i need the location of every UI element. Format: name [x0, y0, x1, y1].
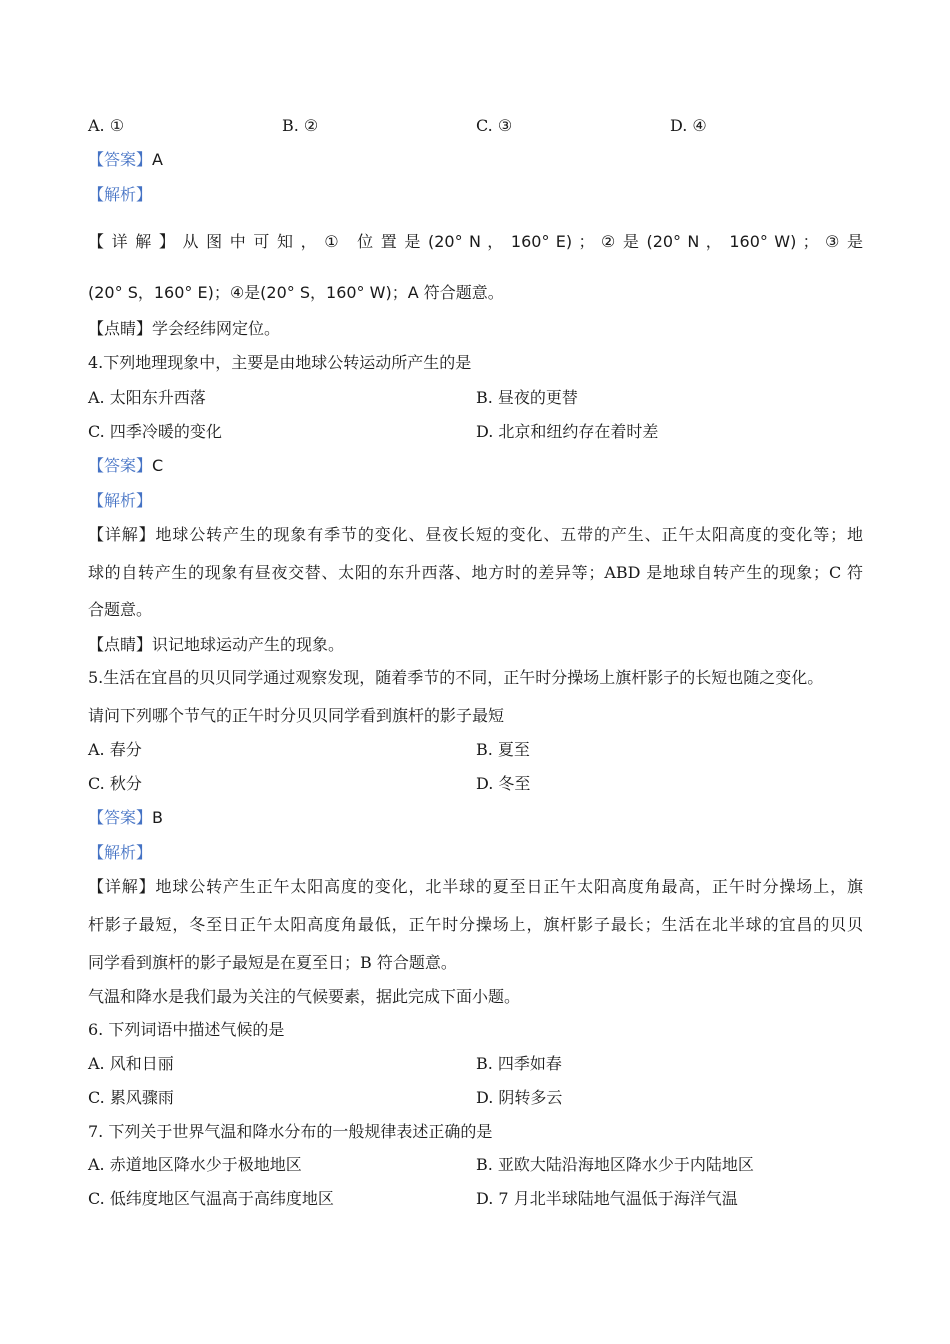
q4-answer [88, 456, 163, 476]
q3-detail-line1: 【 详 解 】 从 图 中 可 知 ， ① 位 置 是 (20° N ， 160° E) ； ② 是 (20° N ， 160° W) ； ③ 是 [88, 232, 863, 251]
q5-detail-line1: 【详解】地球公转产生正午太阳高度的变化，北半球的夏至日正午太阳高度角最高，正午时分操场上，旗 [88, 877, 863, 896]
q7-stem: 7. 下列关于世界气温和降水分布的一般规律表述正确的是 [88, 1122, 493, 1141]
q5-option-a: A. 春分 [88, 740, 142, 759]
q4-stem: 4.下列地理现象中，主要是由地球公转运动所产生的是 [88, 353, 472, 372]
q3-option-c: C. ③ [476, 116, 513, 135]
q5-detail-line2: 杆影子最短，冬至日正午太阳高度角最低，正午时分操场上，旗杆影子最长；生活在北半球的宜昌的贝贝 [88, 915, 863, 934]
q5-detail-line3: 同学看到旗杆的影子最短是在夏至日；B 符合题意。 [88, 953, 457, 972]
q7-option-d: D. 7 月北半球陆地气温低于海洋气温 [476, 1189, 738, 1208]
q7-option-a: A. 赤道地区降水少于极地地区 [88, 1155, 302, 1174]
answer-value: B [152, 808, 163, 827]
q6-stem: 6. 下列词语中描述气候的是 [88, 1020, 285, 1039]
q3-analysis-tag: 【解析】 [88, 185, 153, 204]
q3-option-b: B. ② [282, 116, 319, 135]
answer-tag: 【答案】 [88, 456, 153, 475]
q4-tip: 【点睛】识记地球运动产生的现象。 [88, 635, 345, 654]
q5-analysis-tag: 【解析】 [88, 843, 153, 862]
q5-stem-line2: 请问下列哪个节气的正午时分贝贝同学看到旗杆的影子最短 [88, 706, 505, 725]
q4-detail-line1: 【详解】地球公转产生的现象有季节的变化、昼夜长短的变化、五带的产生、正午太阳高度的变化等；地 [88, 525, 863, 544]
answer-tag: 【答案】 [88, 808, 153, 827]
q4-option-b: B. 昼夜的更替 [476, 388, 578, 407]
q4-detail-line2: 球的自转产生的现象有昼夜交替、太阳的东升西落、地方时的差异等；ABD 是地球自转产生的现象；C 符 [88, 563, 863, 582]
q3-option-d: D. ④ [670, 116, 707, 135]
q3-tip: 【点睛】学会经纬网定位。 [88, 319, 281, 338]
section-intro: 气温和降水是我们最为关注的气候要素，据此完成下面小题。 [88, 987, 521, 1006]
q6-option-b: B. 四季如春 [476, 1054, 562, 1073]
q6-option-a: A. 风和日丽 [88, 1054, 174, 1073]
q4-option-a: A. 太阳东升西落 [88, 388, 206, 407]
q6-option-c: C. 累风骤雨 [88, 1088, 174, 1107]
q4-detail-line3: 合题意。 [88, 600, 153, 619]
q4-analysis-tag: 【解析】 [88, 491, 153, 510]
q7-option-c: C. 低纬度地区气温高于高纬度地区 [88, 1189, 334, 1208]
answer-tag: 【答案】 [88, 150, 153, 169]
q5-option-b: B. 夏至 [476, 740, 530, 759]
q5-option-d: D. 冬至 [476, 774, 531, 793]
answer-value: A [152, 150, 163, 169]
q3-detail-line2: (20° S，160° E)；④是(20° S，160° W)；A 符合题意。 [88, 283, 504, 302]
q4-option-d: D. 北京和纽约存在着时差 [476, 422, 659, 441]
answer-value: C [152, 456, 164, 475]
q5-option-c: C. 秋分 [88, 774, 142, 793]
q3-option-a: A. ① [88, 116, 125, 135]
q5-answer [88, 808, 163, 828]
q4-option-c: C. 四季冷暖的变化 [88, 422, 222, 441]
q5-stem-line1: 5.生活在宜昌的贝贝同学通过观察发现，随着季节的不同，正午时分操场上旗杆影子的长短也随之变化。 [88, 668, 824, 687]
q6-option-d: D. 阴转多云 [476, 1088, 563, 1107]
q3-answer [88, 150, 163, 170]
q7-option-b: B. 亚欧大陆沿海地区降水少于内陆地区 [476, 1155, 754, 1174]
